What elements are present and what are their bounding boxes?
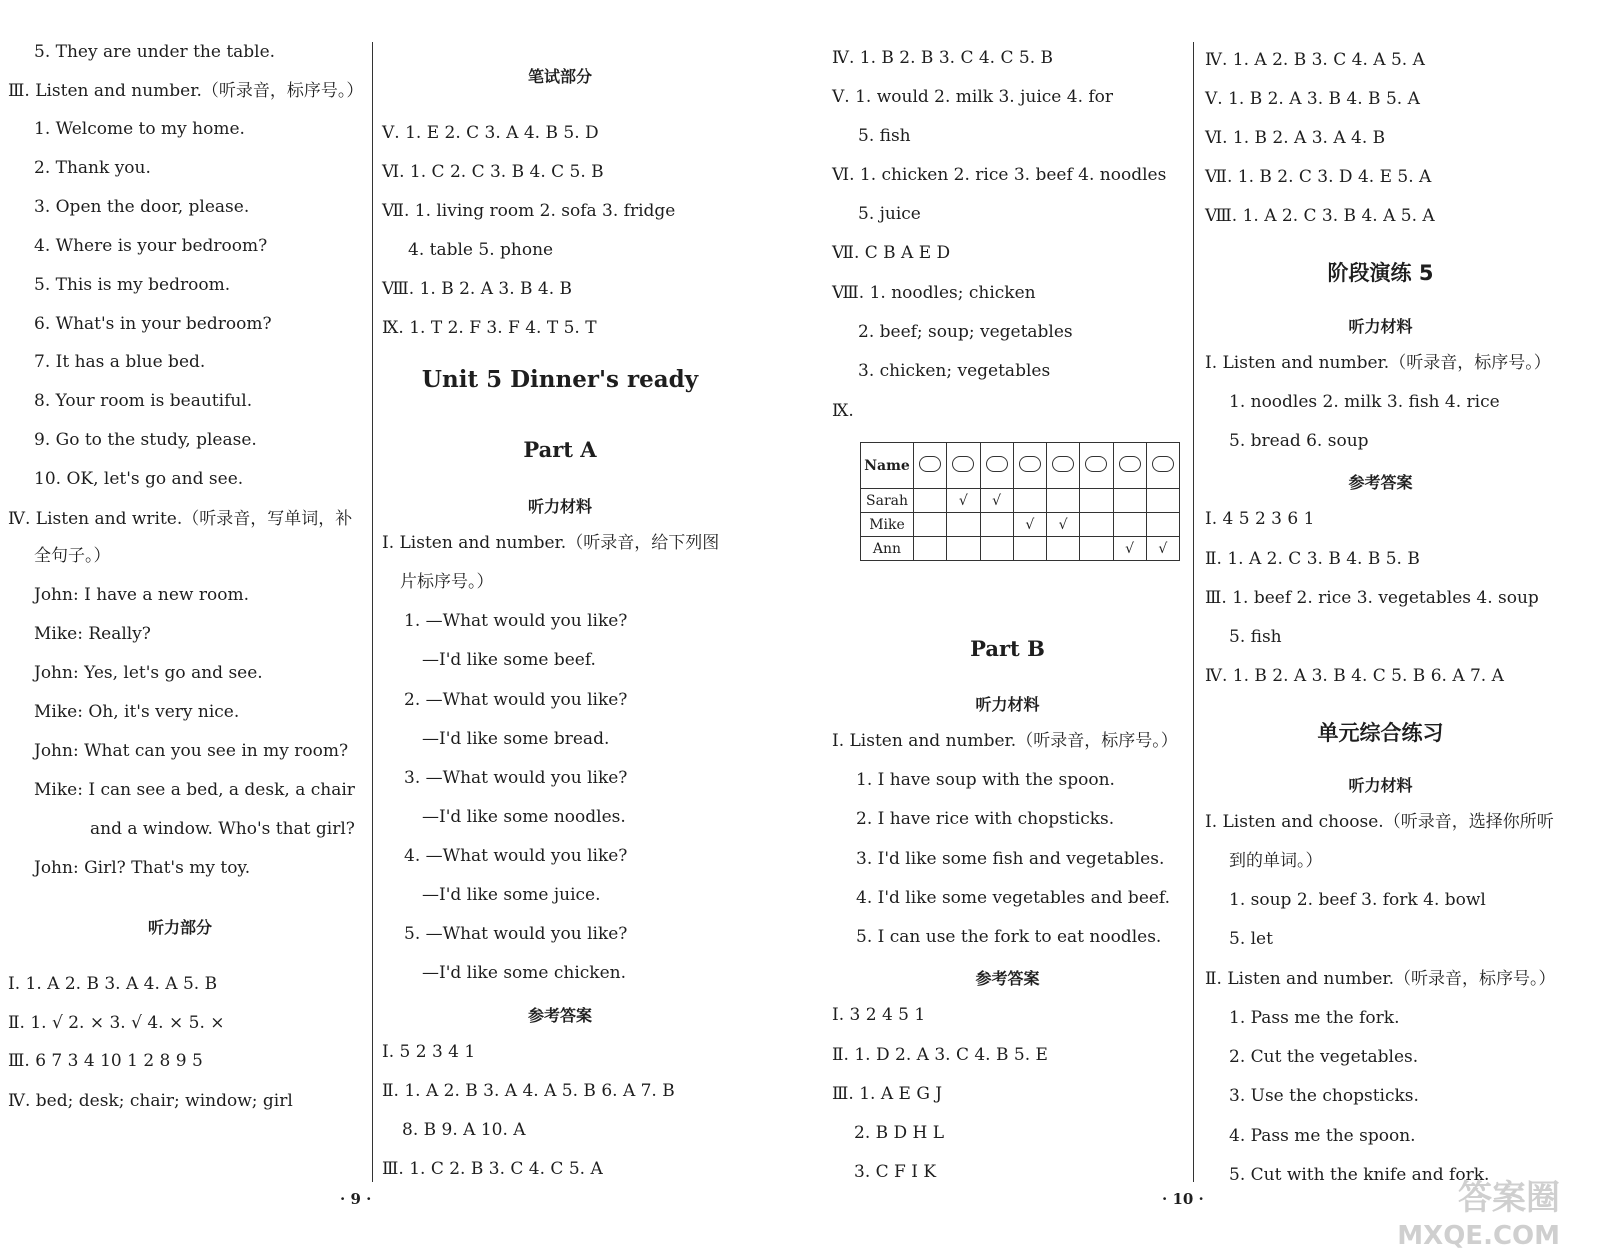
- answer-line: Ⅴ. 1. B 2. A 3. B 4. B 5. A: [1205, 89, 1420, 109]
- listening-heading: 听力材料: [527, 497, 592, 516]
- text-line: Ⅲ. Listen and number.（听录音，标序号。）: [8, 81, 364, 101]
- column-divider-right: [1193, 42, 1194, 1182]
- listening-heading: 听力材料: [1348, 776, 1413, 795]
- table-cell: [1113, 489, 1146, 513]
- text-line: 4. Pass me the spoon.: [1229, 1126, 1416, 1146]
- table-row: [861, 537, 1180, 561]
- answer-line: Ⅷ. 1. B 2. A 3. B 4. B: [382, 279, 573, 299]
- answer-line: Ⅲ. 6 7 3 4 10 1 2 8 9 5: [8, 1051, 203, 1071]
- table-cell: [947, 513, 980, 537]
- text-line: —I'd like some chicken.: [422, 963, 626, 983]
- table-cell: √: [980, 489, 1013, 513]
- answer-line: 8. B 9. A 10. A: [402, 1120, 526, 1140]
- text-line: 3. Use the chopsticks.: [1229, 1086, 1419, 1106]
- answer-line: 5. fish: [858, 126, 911, 146]
- text-line: 5. Cut with the knife and fork.: [1229, 1165, 1490, 1185]
- text-line: 2. —What would you like?: [404, 690, 628, 710]
- text-line: 2. I have rice with chopsticks.: [856, 809, 1115, 829]
- section-heading: 笔试部分: [527, 67, 592, 86]
- table-cell: [1080, 537, 1113, 561]
- text-line: —I'd like some beef.: [422, 650, 596, 670]
- page-number-left: · 9 ·: [340, 1190, 372, 1208]
- food-check-table: [860, 442, 1180, 561]
- text-line: John: Yes, let's go and see.: [34, 663, 263, 683]
- table-row: [861, 489, 1180, 513]
- unit-review-title: 单元综合练习: [1317, 721, 1444, 745]
- table-cell: √: [947, 489, 980, 513]
- text-line: 4. Where is your bedroom?: [34, 236, 268, 256]
- text-line: Ⅰ. Listen and number.（听录音，标序号。）: [832, 731, 1178, 751]
- food-icon-4: [1013, 443, 1046, 489]
- answer-line: Ⅷ. 1. A 2. C 3. B 4. A 5. A: [1205, 206, 1435, 226]
- answer-heading: 参考答案: [975, 969, 1040, 988]
- unit-title: Unit 5 Dinner's ready: [421, 366, 699, 393]
- text-line: John: Girl? That's my toy.: [34, 858, 251, 878]
- part-title: Part B: [970, 636, 1045, 661]
- text-line: 3. I'd like some fish and vegetables.: [856, 849, 1165, 869]
- table-cell: [980, 513, 1013, 537]
- table-cell: √: [1146, 537, 1179, 561]
- text-line: 5. They are under the table.: [34, 42, 276, 62]
- table-cell: [947, 537, 980, 561]
- table-cell-name: Mike: [861, 513, 914, 537]
- answer-line: 3. C F I K: [854, 1162, 937, 1182]
- text-line: 5. let: [1229, 929, 1273, 949]
- table-cell-name: Sarah: [861, 489, 914, 513]
- text-line: 1. Pass me the fork.: [1229, 1008, 1400, 1028]
- text-line: Ⅳ. Listen and write.（听录音，写单词，补: [8, 509, 353, 529]
- answer-heading: 参考答案: [527, 1006, 592, 1025]
- answer-line: Ⅰ. 1. A 2. B 3. A 4. A 5. B: [8, 974, 218, 994]
- food-icon-5: [1047, 443, 1080, 489]
- food-icon-1: [914, 443, 947, 489]
- text-line: 4. I'd like some vegetables and beef.: [856, 888, 1171, 908]
- text-line: 1. noodles 2. milk 3. fish 4. rice: [1229, 392, 1500, 412]
- answer-line: Ⅵ. 1. chicken 2. rice 3. beef 4. noodles: [832, 165, 1167, 185]
- text-line: 5. I can use the fork to eat noodles.: [856, 927, 1162, 947]
- table-cell: [914, 513, 947, 537]
- table-cell: [1146, 513, 1179, 537]
- answer-line: Ⅶ. C B A E D: [832, 243, 951, 263]
- text-line: 1. Welcome to my home.: [34, 119, 245, 139]
- answer-line: 5. juice: [858, 204, 921, 224]
- answer-line: Ⅳ. bed; desk; chair; window; girl: [8, 1091, 293, 1111]
- answer-line: Ⅳ. 1. B 2. A 3. B 4. C 5. B 6. A 7. A: [1205, 666, 1504, 686]
- text-line: 4. —What would you like?: [404, 846, 628, 866]
- text-line: 5. —What would you like?: [404, 924, 628, 944]
- text-line: 到的单词。）: [1229, 851, 1323, 871]
- food-icon-2: [947, 443, 980, 489]
- text-line: 3. —What would you like?: [404, 768, 628, 788]
- answer-line: Ⅶ. 1. B 2. C 3. D 4. E 5. A: [1205, 167, 1432, 187]
- answer-line: 4. table 5. phone: [408, 240, 554, 260]
- table-cell: [1013, 537, 1046, 561]
- listening-heading: 听力材料: [975, 695, 1040, 714]
- answer-line: Ⅱ. 1. A 2. B 3. A 4. A 5. B 6. A 7. B: [382, 1081, 675, 1101]
- part-title: Part A: [523, 437, 597, 462]
- table-cell: √: [1013, 513, 1046, 537]
- table-cell: [1047, 537, 1080, 561]
- answer-line: Ⅳ. 1. B 2. B 3. C 4. C 5. B: [832, 48, 1054, 68]
- text-line: 10. OK, let's go and see.: [34, 469, 244, 489]
- text-line: 8. Your room is beautiful.: [34, 391, 253, 411]
- table-cell: [914, 489, 947, 513]
- answer-line: Ⅴ. 1. E 2. C 3. A 4. B 5. D: [382, 123, 599, 143]
- watermark-url: MXQE.COM: [1397, 1221, 1560, 1251]
- table-cell: √: [1113, 537, 1146, 561]
- answer-line: Ⅰ. 4 5 2 3 6 1: [1205, 509, 1315, 529]
- food-icon-6: [1080, 443, 1113, 489]
- table-cell: [1013, 489, 1046, 513]
- table-cell: √: [1047, 513, 1080, 537]
- text-line: —I'd like some juice.: [422, 885, 601, 905]
- food-icon-3: [980, 443, 1013, 489]
- answer-line: Ⅰ. 3 2 4 5 1: [832, 1005, 926, 1025]
- answer-line: Ⅸ.: [832, 401, 854, 421]
- table-row: [861, 513, 1180, 537]
- text-line: Mike: Really?: [34, 624, 151, 644]
- text-line: 6. What's in your bedroom?: [34, 314, 272, 334]
- answer-line: Ⅳ. 1. A 2. B 3. C 4. A 5. A: [1205, 50, 1425, 70]
- answer-line: Ⅶ. 1. living room 2. sofa 3. fridge: [382, 201, 676, 221]
- text-line: 片标序号。）: [400, 572, 494, 592]
- food-icon-8: [1146, 443, 1179, 489]
- answer-line: Ⅸ. 1. T 2. F 3. F 4. T 5. T: [382, 318, 597, 338]
- text-line: 1. soup 2. beef 3. fork 4. bowl: [1229, 890, 1486, 910]
- text-line: Ⅱ. Listen and number.（听录音，标序号。）: [1205, 969, 1556, 989]
- answer-line: Ⅰ. 5 2 3 4 1: [382, 1042, 476, 1062]
- page-number-right: · 10 ·: [1162, 1190, 1204, 1208]
- text-line: Ⅰ. Listen and number.（听录音，给下列图: [382, 533, 720, 553]
- answer-line: 2. beef; soup; vegetables: [858, 322, 1073, 342]
- answer-line: Ⅲ. 1. C 2. B 3. C 4. C 5. A: [382, 1159, 603, 1179]
- answer-line: Ⅲ. 1. A E G J: [832, 1084, 943, 1104]
- text-line: 全句子。）: [34, 546, 111, 566]
- table-cell: [1146, 489, 1179, 513]
- text-line: and a window. Who's that girl?: [90, 819, 355, 839]
- column-divider-left: [372, 42, 373, 1182]
- answer-line: 2. B D H L: [854, 1123, 945, 1143]
- answer-line: Ⅲ. 1. beef 2. rice 3. vegetables 4. soup: [1205, 588, 1539, 608]
- table-header-row: [861, 443, 1180, 489]
- listening-heading: 听力材料: [1348, 317, 1413, 336]
- text-line: John: What can you see in my room?: [34, 741, 349, 761]
- text-line: —I'd like some noodles.: [422, 807, 626, 827]
- answer-line: Ⅱ. 1. D 2. A 3. C 4. B 5. E: [832, 1045, 1048, 1065]
- table-cell: [914, 537, 947, 561]
- stage-title: 阶段演练 5: [1327, 261, 1434, 285]
- text-line: 5. This is my bedroom.: [34, 275, 231, 295]
- text-line: 2. Thank you.: [34, 158, 151, 178]
- table-cell: [1080, 513, 1113, 537]
- text-line: 1. I have soup with the spoon.: [856, 770, 1115, 790]
- text-line: Ⅰ. Listen and number.（听录音，标序号。）: [1205, 353, 1551, 373]
- answer-line: Ⅱ. 1. √ 2. × 3. √ 4. × 5. ×: [8, 1013, 225, 1033]
- answer-line: 3. chicken; vegetables: [858, 361, 1051, 381]
- text-line: John: I have a new room.: [34, 585, 249, 605]
- answer-heading: 参考答案: [1348, 473, 1413, 492]
- text-line: 7. It has a blue bed.: [34, 352, 206, 372]
- answer-line: Ⅵ. 1. B 2. A 3. A 4. B: [1205, 128, 1386, 148]
- text-line: Ⅰ. Listen and choose.（听录音，选择你所听: [1205, 812, 1554, 832]
- text-line: —I'd like some bread.: [422, 729, 610, 749]
- text-line: Mike: Oh, it's very nice.: [34, 702, 240, 722]
- section-heading: 听力部分: [147, 918, 212, 937]
- text-line: 5. bread 6. soup: [1229, 431, 1369, 451]
- table-cell: [1113, 513, 1146, 537]
- answer-line: Ⅴ. 1. would 2. milk 3. juice 4. for: [832, 87, 1114, 107]
- answer-line: 5. fish: [1229, 627, 1282, 647]
- text-line: 1. —What would you like?: [404, 611, 628, 631]
- food-icon-7: [1113, 443, 1146, 489]
- table-cell: [1047, 489, 1080, 513]
- table-header-name: Name: [861, 443, 914, 489]
- table-cell: [1080, 489, 1113, 513]
- answer-line: Ⅱ. 1. A 2. C 3. B 4. B 5. B: [1205, 549, 1420, 569]
- text-line: 9. Go to the study, please.: [34, 430, 257, 450]
- answer-line: Ⅷ. 1. noodles; chicken: [832, 283, 1036, 303]
- table-cell: [980, 537, 1013, 561]
- answer-line: Ⅵ. 1. C 2. C 3. B 4. C 5. B: [382, 162, 604, 182]
- text-line: Mike: I can see a bed, a desk, a chair: [34, 780, 355, 800]
- text-line: 3. Open the door, please.: [34, 197, 250, 217]
- watermark-logo: 答案圈: [1458, 1178, 1560, 1218]
- table-cell-name: Ann: [861, 537, 914, 561]
- text-line: 2. Cut the vegetables.: [1229, 1047, 1419, 1067]
